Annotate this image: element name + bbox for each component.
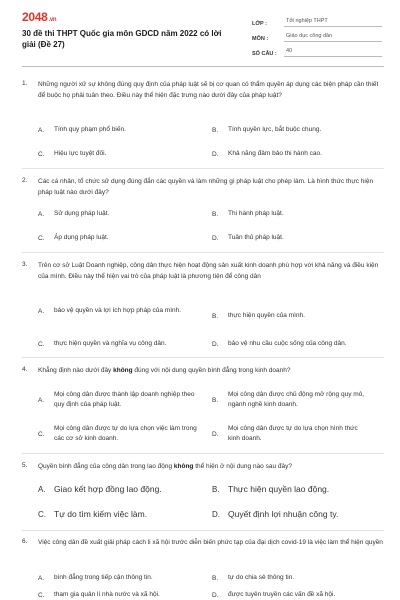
question-text-post: đúng với nội dung quyền bình đẳng trong kinh doanh?: [132, 367, 291, 374]
option-d[interactable]: [212, 509, 384, 519]
option-text: bảo vệ quyền và lợi ích hợp pháp của mình.: [54, 307, 182, 314]
option-key: C.: [38, 150, 45, 158]
option-c[interactable]: [38, 149, 208, 159]
meta-value: 40: [284, 48, 382, 57]
option-key: D.: [212, 509, 220, 519]
option-key: D.: [212, 150, 219, 158]
document-title: 30 đề thi THPT Quốc gia môn GDCD năm 2022 có lời giải (Đề 27): [22, 29, 222, 49]
option-key: C.: [38, 340, 45, 348]
question-text: Những người xử sự không đúng quy định của pháp luật sẽ bị cơ quan có thẩm quyền áp dụng các biện pháp cần thiết để buộc họ phải tuân theo. Điều này thể hiện đặc trưng nào dưới đây của pháp luật?: [38, 81, 379, 99]
option-key: A.: [38, 210, 45, 218]
question-divider: [22, 252, 384, 253]
option-key: A.: [38, 484, 46, 494]
question-divider: [22, 453, 384, 454]
option-d[interactable]: [212, 339, 384, 349]
option-text: Tính quy phạm phổ biến.: [54, 126, 126, 133]
document-meta: [252, 14, 382, 59]
option-a[interactable]: [38, 484, 208, 494]
option-key: C.: [38, 591, 45, 599]
option-key: A.: [38, 126, 45, 134]
option-b[interactable]: [212, 573, 384, 583]
header-divider: [22, 66, 384, 67]
question-text: [38, 366, 383, 377]
option-a[interactable]: [38, 125, 208, 135]
option-text: Khả năng đảm bảo thi hành cao.: [228, 150, 322, 157]
option-d[interactable]: [212, 424, 384, 444]
option-key: C.: [38, 234, 45, 242]
option-text: Hiệu lực tuyệt đối.: [54, 150, 107, 157]
option-text: Thực hiện quyền lao động.: [228, 484, 330, 494]
meta-value: Tốt nghiệp THPT: [284, 18, 382, 27]
option-text: thực hiện quyền của mình.: [228, 312, 305, 319]
option-b[interactable]: [212, 484, 384, 494]
option-text: Thi hành pháp luật.: [228, 210, 284, 217]
question-text-emphasis: không: [113, 367, 133, 374]
option-c[interactable]: [38, 339, 208, 349]
option-text: Tự do tìm kiếm việc làm.: [54, 509, 148, 519]
option-c[interactable]: [38, 233, 208, 243]
option-key: B.: [212, 312, 219, 320]
question-number: 5.: [22, 462, 28, 469]
meta-label: SỐ CÂU :: [252, 51, 277, 57]
option-text: Sử dụng pháp luật.: [54, 210, 110, 217]
meta-label: MÔN :: [252, 36, 269, 42]
logo-suffix: .vn: [48, 17, 57, 23]
question-text-post: thể hiện ở nội dung nào sau đây?: [193, 463, 292, 470]
question-divider: [22, 168, 384, 169]
option-d[interactable]: [212, 590, 384, 600]
question-divider: [22, 530, 384, 531]
option-text: được tuyên truyền các vấn đề xã hội.: [228, 591, 336, 598]
question-number: 4.: [22, 366, 28, 373]
option-a[interactable]: [38, 390, 208, 410]
question-text-pre: Khẳng định nào dưới đây: [38, 367, 114, 374]
option-text: Mọi công dân được chủ động mở rộng quy mô, ngành nghề kinh doanh.: [228, 391, 365, 408]
option-text: Quyết định lợi nhuận công ty.: [228, 509, 339, 519]
option-key: A.: [38, 396, 45, 404]
option-key: A.: [38, 307, 45, 315]
option-b[interactable]: [212, 209, 384, 219]
option-b[interactable]: [212, 311, 384, 321]
question-divider: [22, 357, 384, 358]
question-text: Các cá nhân, tổ chức sử dụng đúng đắn các quyền và làm những gì pháp luật cho phép làm. Là hình thức thực hiện pháp luật nào dưới đây?: [38, 178, 374, 196]
option-text: thực hiện quyền và nghĩa vụ công dân.: [54, 340, 167, 347]
meta-row-class: [252, 14, 382, 27]
option-text: Tính quyền lực, bắt buộc chung.: [228, 126, 322, 133]
option-text: Mọi công dân được tự do lựa chọn hình thức kinh doanh.: [228, 425, 358, 442]
option-a[interactable]: [38, 209, 208, 219]
option-text: Mọi công dân được thành lập doanh nghiệp theo quy định của pháp luật.: [54, 391, 195, 408]
site-logo[interactable]: [22, 10, 56, 24]
question-text: Việc công dân đề xuất giải pháp cách li xã hội trước diễn biến phức tạp của đại dịch covid-19 là việc làm thể hiện quyền: [38, 539, 383, 546]
option-d[interactable]: [212, 233, 384, 243]
option-c[interactable]: [38, 424, 208, 444]
option-text: Tuân thủ pháp luật.: [228, 234, 284, 241]
option-a[interactable]: [38, 306, 208, 316]
question-text-emphasis: không: [173, 463, 194, 470]
option-key: B.: [212, 210, 219, 218]
meta-label: LỚP :: [252, 21, 267, 27]
question-text-pre: Quyền bình đẳng của công dân trong lao động: [38, 463, 174, 470]
document-header: [0, 0, 400, 62]
option-key: D.: [212, 234, 219, 242]
option-a[interactable]: [38, 573, 208, 583]
question-number: 6.: [22, 538, 28, 545]
option-key: B.: [212, 396, 219, 404]
meta-row-count: [252, 44, 382, 57]
meta-value: Giáo dục công dân: [284, 33, 382, 42]
meta-row-subject: [252, 29, 382, 42]
option-c[interactable]: [38, 590, 208, 600]
option-key: D.: [212, 430, 219, 438]
option-key: C.: [38, 509, 46, 519]
option-key: B.: [212, 126, 219, 134]
option-text: Giao kết hợp đồng lao động.: [54, 484, 162, 494]
option-text: bảo vệ nhu cầu cuộc sống của công dân.: [228, 340, 347, 347]
option-b[interactable]: [212, 125, 384, 135]
option-key: D.: [212, 340, 219, 348]
option-key: C.: [38, 430, 45, 438]
question-number: 1.: [22, 80, 28, 87]
logo-main: 2048: [22, 10, 48, 24]
option-key: A.: [38, 574, 45, 582]
option-text: tự do chia sẻ thông tin.: [228, 574, 295, 581]
option-text: bình đẳng trong tiếp cận thông tin.: [54, 574, 153, 581]
question-text: Trên cơ sở Luật Doanh nghiệp, công dân thực hiện hoạt động sản xuất kinh doanh phù hợp với khả năng và điều kiện của mình. Điều này thể hiện vai trò của pháp luật là phương tiện để công dân: [38, 262, 379, 280]
option-key: D.: [212, 591, 219, 599]
question-number: 3.: [22, 261, 28, 268]
option-key: B.: [212, 574, 219, 582]
option-text: tham gia quản lí nhà nước và xã hội.: [54, 591, 160, 598]
option-text: Mọi công dân được tự do lựa chọn việc làm trong các cơ sở kinh doanh.: [54, 425, 197, 442]
option-d[interactable]: [212, 149, 384, 159]
question-text: [38, 462, 383, 473]
question-number: 2.: [22, 177, 28, 184]
option-b[interactable]: [212, 390, 384, 410]
option-c[interactable]: [38, 509, 208, 519]
option-key: B.: [212, 484, 220, 494]
option-text: Áp dụng pháp luật.: [54, 234, 109, 241]
